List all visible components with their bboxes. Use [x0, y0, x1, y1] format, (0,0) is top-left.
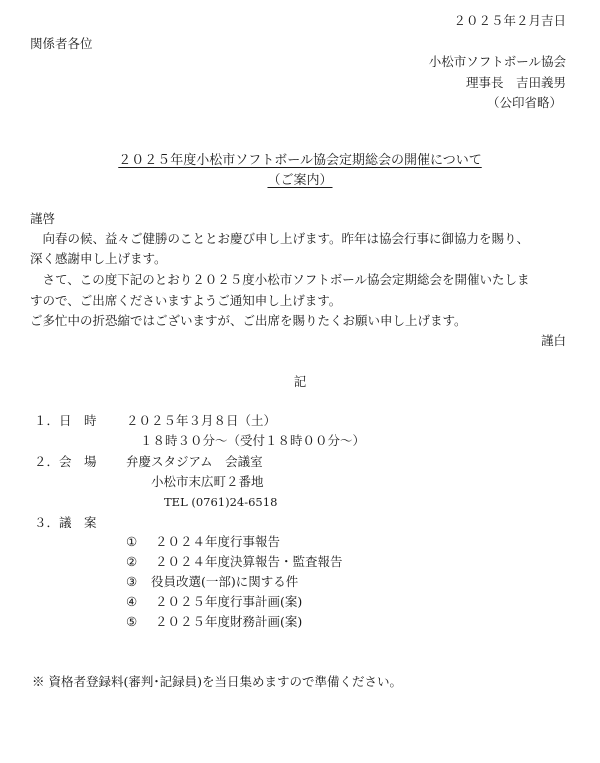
detail-venue-name: 弁慶スタジアム 会議室 [126, 454, 263, 469]
registration-fee-note: ※ 資格者登録料(審判･記録員)を当日集めますので準備ください。 [32, 674, 402, 689]
agenda-item-3: 役員改選(一部)に関する件 [151, 574, 299, 589]
detail-label-datetime: １．日 時 [34, 413, 97, 428]
detail-time: １８時３０分～（受付１８時００分～） [140, 433, 366, 448]
agenda-marker-1: ① [126, 534, 138, 549]
sender-chairman: 理事長 吉田義男 [465, 75, 566, 90]
agenda-item-2: ２０２４年度決算報告・監査報告 [155, 554, 343, 569]
agenda-marker-4: ④ [126, 594, 138, 609]
details-heading: 記 [293, 374, 307, 389]
agenda-item-4: ２０２５年度行事計画(案) [155, 594, 303, 609]
detail-venue-phone: TEL (0761)24-6518 [164, 495, 278, 509]
detail-label-venue: ２．会 場 [34, 454, 97, 469]
document-subtitle: （ご案内） [267, 173, 333, 188]
seal-note: （公印省略） [486, 95, 562, 110]
body-paragraph-2-line-2: すので、ご出席くださいますようご通知申し上げます。 [30, 293, 342, 308]
agenda-marker-5: ⑤ [126, 614, 138, 629]
detail-date: ２０２５年３月８日（土） [126, 413, 277, 428]
recipient: 関係者各位 [30, 36, 93, 51]
sender-organization: 小松市ソフトボール協会 [428, 54, 566, 69]
document-title: ２０２５年度小松市ソフトボール協会定期総会の開催について [118, 153, 482, 168]
agenda-item-1: ２０２４年度行事報告 [155, 534, 281, 549]
opening-salutation: 謹啓 [30, 211, 56, 226]
agenda-marker-3: ③ [126, 574, 138, 589]
body-paragraph-2-line-1: さて、この度下記のとおり２０２５度小松市ソフトボール協会定期総会を開催いたしま [30, 272, 530, 287]
body-paragraph-1-line-2: 深く感謝申し上げます。 [30, 251, 167, 266]
closing-salutation: 謹白 [540, 333, 566, 348]
detail-venue-address: 小松市末広町２番地 [151, 474, 264, 489]
agenda-item-5: ２０２５年度財務計画(案) [155, 614, 303, 629]
document-date: ２０２５年２月吉日 [453, 13, 566, 28]
body-paragraph-1-line-1: 向春の候、益々ご健勝のこととお慶び申し上げます。昨年は協会行事に御協力を賜り、 [30, 231, 530, 246]
agenda-marker-2: ② [126, 554, 138, 569]
detail-label-agenda: ３．議 案 [34, 515, 97, 530]
body-paragraph-3: ご多忙中の折恐縮ではございますが、ご出席を賜りたくお願い申し上げます。 [30, 313, 467, 328]
